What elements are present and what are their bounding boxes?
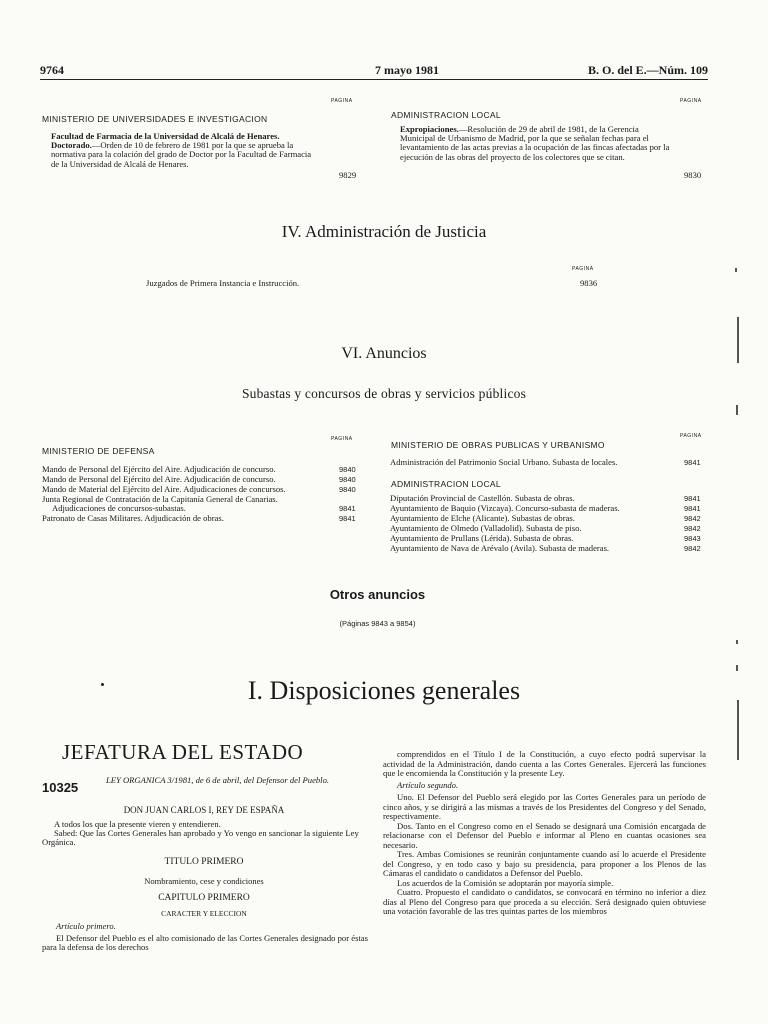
entry-page: [339, 171, 356, 180]
entry-page: [684, 171, 701, 180]
ministry-heading: MINISTERIO DE UNIVERSIDADES E INVESTIGACION: [42, 114, 268, 124]
article-heading: Artículo segundo.: [397, 779, 459, 790]
anuncio-page: 9841: [339, 514, 356, 523]
page-number: 9764: [40, 63, 64, 77]
margin-mark: [737, 700, 739, 760]
anuncio-text: Mando de Material del Ejército del Aire. Adjudicaciones de concursos.: [42, 484, 286, 494]
anuncio-text: Mando de Personal del Ejército del Aire. Adjudicación de concurso.: [42, 474, 276, 484]
section-title-anuncios: VI. Anuncios: [341, 345, 427, 362]
anuncio-entry: [42, 465, 322, 474]
law-title: LEY ORGANICA 3/1981, de 6 de abril, del Defensor del Pueblo.: [106, 775, 330, 785]
pagina-label: PAGINA: [331, 436, 353, 442]
titulo-subheading: Nombramiento, cese y condiciones: [144, 876, 264, 886]
capitulo-heading: CAPITULO PRIMERO: [158, 893, 250, 903]
pagina-label: PAGINA: [572, 266, 594, 272]
law-paragraph: Cuatro. Propuesto el candidato o candidatos, se convocará en término no inferior a diez días al Pleno del Congreso para que proceda a su elección. Será designado quien obtuviese una votación favorable de las tres quintas partes de los miembros: [383, 887, 706, 916]
capitulo-subheading: CARACTER Y ELECCION: [161, 909, 247, 918]
article-heading: Artículo primero.: [56, 921, 116, 931]
margin-mark: [736, 640, 738, 644]
anuncio-text: Ayuntamiento de Nava de Arévalo (Avila). Subasta de maderas.: [390, 543, 610, 553]
law-paragraph: comprendidos en el Título I de la Constitución, a cuyo efecto podrá supervisar la actividad de la Administración, dando cuenta a las Cortes Generales. Ejercerá las funciones que le encomienda la Constitución y la presente Ley.: [383, 749, 706, 778]
entry-text: —Resolución de 29 de abril de 1981, de la Gerencia Municipal de Urbanismo de Madrid, por la que se señalan fechas para el levantamiento de las actas previas a la ocupación de las fincas afectadas por la ejecución de las obras del proyecto de los colectores que se citan.: [400, 124, 670, 162]
intro-line-2: Sabed: Que las Cortes Generales han aprobado y Yo vengo en sancionar la siguiente Ley Orgánica.: [42, 828, 359, 848]
otros-anuncios-title: Otros anuncios: [329, 587, 426, 602]
anuncio-text: Diputación Provincial de Castellón. Subasta de obras.: [390, 493, 575, 503]
anuncio-text: Administración del Patrimonio Social Urbano. Subasta de locales.: [390, 457, 618, 467]
anuncio-page: 9843: [684, 534, 701, 543]
justicia-page: [580, 279, 597, 288]
pagina-label: PAGINA: [680, 98, 702, 104]
law-paragraph: Dos. Tanto en el Congreso como en el Senado se designará una Comisión encargada de relacionarse con el Defensor del Pueblo e informar al Pleno en cuantas ocasiones sea necesario.: [383, 820, 706, 850]
anuncio-text: Junta Regional de Contratación de la Capitanía General de Canarias. Adjudicaciones de concursos-subastas.: [42, 494, 278, 514]
anuncio-entry: [390, 534, 670, 543]
titulo-heading: TITULO PRIMERO: [164, 857, 244, 867]
king-line: DON JUAN CARLOS I, REY DE ESPAÑA: [123, 805, 285, 815]
summary-entry: [400, 125, 670, 162]
anuncio-page: 9842: [684, 544, 701, 553]
anuncio-entry: [390, 524, 670, 533]
ministry-heading: MINISTERIO DE DEFENSA: [42, 446, 155, 456]
page-ref: 9829: [339, 170, 357, 180]
anuncio-page: 9841: [684, 494, 701, 503]
section-title-disposiciones: I. Disposiciones generales: [247, 676, 521, 705]
article-text: El Defensor del Pueblo es el alto comisionado de las Cortes Generales designado por éstas para la defensa de los derechos: [42, 933, 368, 953]
anuncio-entry: [390, 458, 670, 467]
issue-date: 7 mayo 1981: [375, 63, 439, 77]
summary-entry: [51, 132, 321, 169]
pagina-label: PAGINA: [331, 98, 353, 104]
anuncio-page: 9841: [684, 458, 701, 467]
law-paragraph: Tres. Ambas Comisiones se reunirán conjuntamente cuando así lo acuerde el Presidente del Congreso, y en todo caso y bajo su presidencia, para proponer a los Plenos de las Cámaras el candidato o candidatos a Defensor del Pueblo.: [383, 849, 706, 878]
anuncio-entry: [390, 504, 670, 513]
anuncio-page: 9842: [684, 524, 701, 533]
anuncio-entry: [390, 544, 670, 553]
page-ref: 9830: [684, 170, 702, 180]
law-paragraph: Los acuerdos de la Comisión se adoptarán por mayoría simple.: [397, 877, 614, 888]
anuncio-entry: [390, 494, 670, 503]
otros-anuncios-pages: (Páginas 9843 a 9854): [339, 619, 416, 628]
page-ref: 9836: [580, 278, 598, 288]
section-title-justicia: IV. Administración de Justicia: [281, 222, 487, 241]
entry-heading: Expropiaciones.: [400, 124, 459, 134]
anuncio-page: 9840: [339, 465, 356, 474]
anuncio-page: 9840: [339, 485, 356, 494]
ministry-heading: MINISTERIO DE OBRAS PUBLICAS Y URBANISMO: [391, 440, 605, 450]
anuncio-entry: [42, 495, 322, 513]
ministry-heading: ADMINISTRACION LOCAL: [391, 479, 501, 489]
margin-mark: [735, 268, 737, 272]
margin-mark: [736, 405, 738, 415]
entry-text: —Orden de 10 de febrero de 1981 por la que se aprueba la normativa para la colación del grado de Doctor por la Facultad de Farmacia de la Universidad de Alcalá de Henares.: [51, 140, 312, 169]
anuncio-entry: [42, 514, 322, 523]
anuncio-page: 9842: [684, 514, 701, 523]
anuncio-entry: [390, 514, 670, 523]
anuncio-page: 9841: [339, 504, 356, 513]
anuncio-text: Ayuntamiento de Baquio (Vizcaya). Concurso-subasta de maderas.: [390, 503, 620, 513]
anuncio-text: Mando de Personal del Ejército del Aire. Adjudicación de concurso.: [42, 464, 276, 474]
intro-line-1: A todos los que la presente vieren y entendieren.: [54, 819, 221, 829]
jefatura-heading: JEFATURA DEL ESTADO: [62, 740, 304, 764]
anuncios-subtitle: Subastas y concursos de obras y servicios públicos: [241, 386, 527, 401]
entry-heading: Facultad de Farmacia de la Universidad de Alcalá de Henares. Doctorado.: [51, 131, 280, 151]
anuncio-entry: [42, 475, 322, 484]
anuncio-text: Ayuntamiento de Olmedo (Valladolid). Subasta de piso.: [390, 523, 582, 533]
law-number: 10325: [42, 780, 79, 795]
anuncio-text: Ayuntamiento de Prullans (Lérida). Subasta de obras.: [390, 533, 574, 543]
margin-mark: [736, 665, 738, 671]
anuncio-entry: [42, 485, 322, 494]
anuncio-page: 9841: [684, 504, 701, 513]
anuncio-text: Ayuntamiento de Elche (Alicante). Subastas de obras.: [390, 513, 575, 523]
law-paragraph: Uno. El Defensor del Pueblo será elegido por las Cortes Generales para un período de cinco años, y se dirigirá a las mismas a través de los Presidentes del Congreso y del Senado, respectivamente.: [383, 792, 706, 821]
law-right-column: [383, 750, 706, 917]
pagina-label: PAGINA: [680, 433, 702, 439]
ministry-heading: ADMINISTRACION LOCAL: [391, 110, 501, 120]
bulletin-number: B. O. del E.—Núm. 109: [587, 63, 708, 77]
margin-mark: [737, 317, 739, 363]
anuncio-page: 9840: [339, 475, 356, 484]
header-rule: [40, 79, 708, 80]
justicia-entry: Juzgados de Primera Instancia e Instrucción.: [146, 278, 300, 288]
anuncio-text: Patronato de Casas Militares. Adjudicación de obras.: [42, 513, 224, 523]
